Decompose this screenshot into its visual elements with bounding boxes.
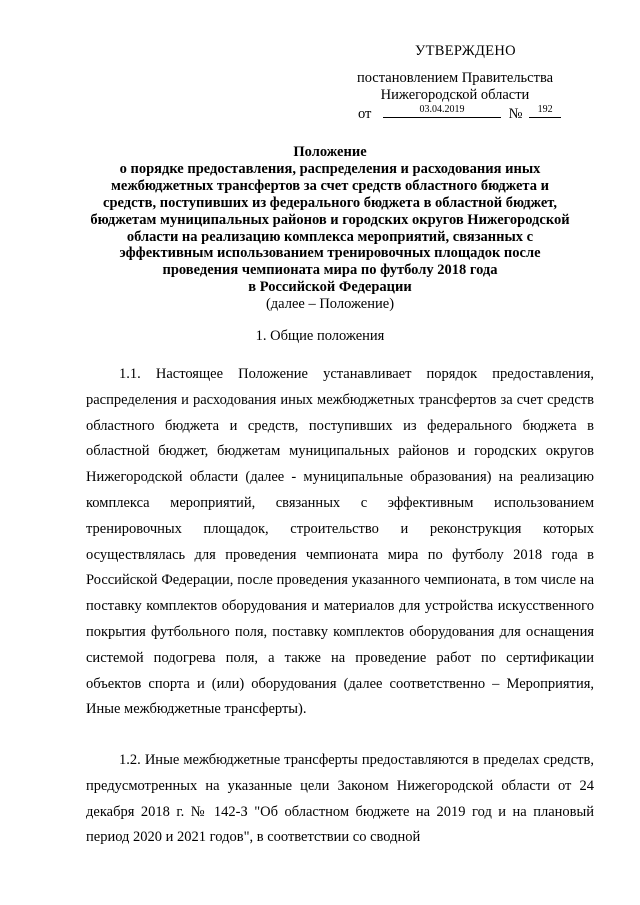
title-line: средств, поступивших из федерального бюджета в областной бюджет, [103, 194, 557, 211]
title-line: Положение [293, 144, 367, 160]
title-line: о порядке предоставления, распределения и расходования иных [119, 160, 541, 177]
section-heading: 1. Общие положения [255, 328, 385, 344]
paragraph-1-2 [86, 748, 594, 851]
title-line: в Российской Федерации [248, 279, 412, 296]
date-field [383, 104, 501, 118]
decree-reference [300, 70, 610, 104]
approval-stamp: УТВЕРЖДЕНО [415, 43, 516, 59]
title-abbreviation: (далее – Положение) [265, 296, 395, 313]
date-number-line [358, 104, 561, 123]
document-title [60, 144, 600, 313]
paragraph-1-1 [86, 362, 594, 723]
decree-line-2: Нижегородской области [380, 87, 530, 103]
title-line: проведения чемпионата мира по футболу 2018 года [162, 262, 498, 279]
number-label: № [508, 106, 523, 122]
decree-line-1: постановлением Правительства [356, 70, 554, 86]
number-value: 192 [537, 104, 553, 115]
from-label: от [358, 106, 372, 122]
title-line: области на реализацию комплекса мероприятий, связанных с [126, 228, 534, 245]
title-line: межбюджетных трансфертов за счет средств областного бюджета и [111, 177, 549, 194]
number-field [529, 104, 561, 118]
title-line: эффективным использованием тренировочных площадок после [119, 245, 541, 262]
paragraph-text: 1.1. Настоящее Положение устанавливает порядок предоставления, распределения и расходования иных межбюджетных трансфертов за счет средств областного бюджета и средств, поступивших из федерального бюджета в областной бюджет, бюджетам муниципальных районов и городских округов Нижегородской области (далее - муниципальные образования) на реализацию комплекса мероприятий, связанных с эффективным использованием тренировочных площадок, строительство и реконструкция которых осуществлялась для проведения чемпионата мира по футболу 2018 года в Российской Федерации, после проведения указанного чемпионата, в том числе на поставку комплектов оборудования и материалов для устройства искусственного покрытия футбольного поля, поставку комплектов оборудования для оснащения системой подогрева поля, а также на проведение работ по сертификации объектов спорта и (или) оборудования (далее соответственно – Мероприятия, Иные межбюджетные трансферты). [86, 366, 594, 718]
paragraph-text: 1.2. Иные межбюджетные трансферты предоставляются в пределах средств, предусмотренных на указанные цели Законом Нижегородской области от 24 декабря 2018 г. № 142-З "Об областном бюджете на 2019 год и на плановый период 2020 и 2021 годов", в соответствии со сводной [86, 752, 594, 846]
date-value: 03.04.2019 [419, 104, 465, 115]
title-line: бюджетам муниципальных районов и городских округов Нижегородской [90, 211, 570, 228]
